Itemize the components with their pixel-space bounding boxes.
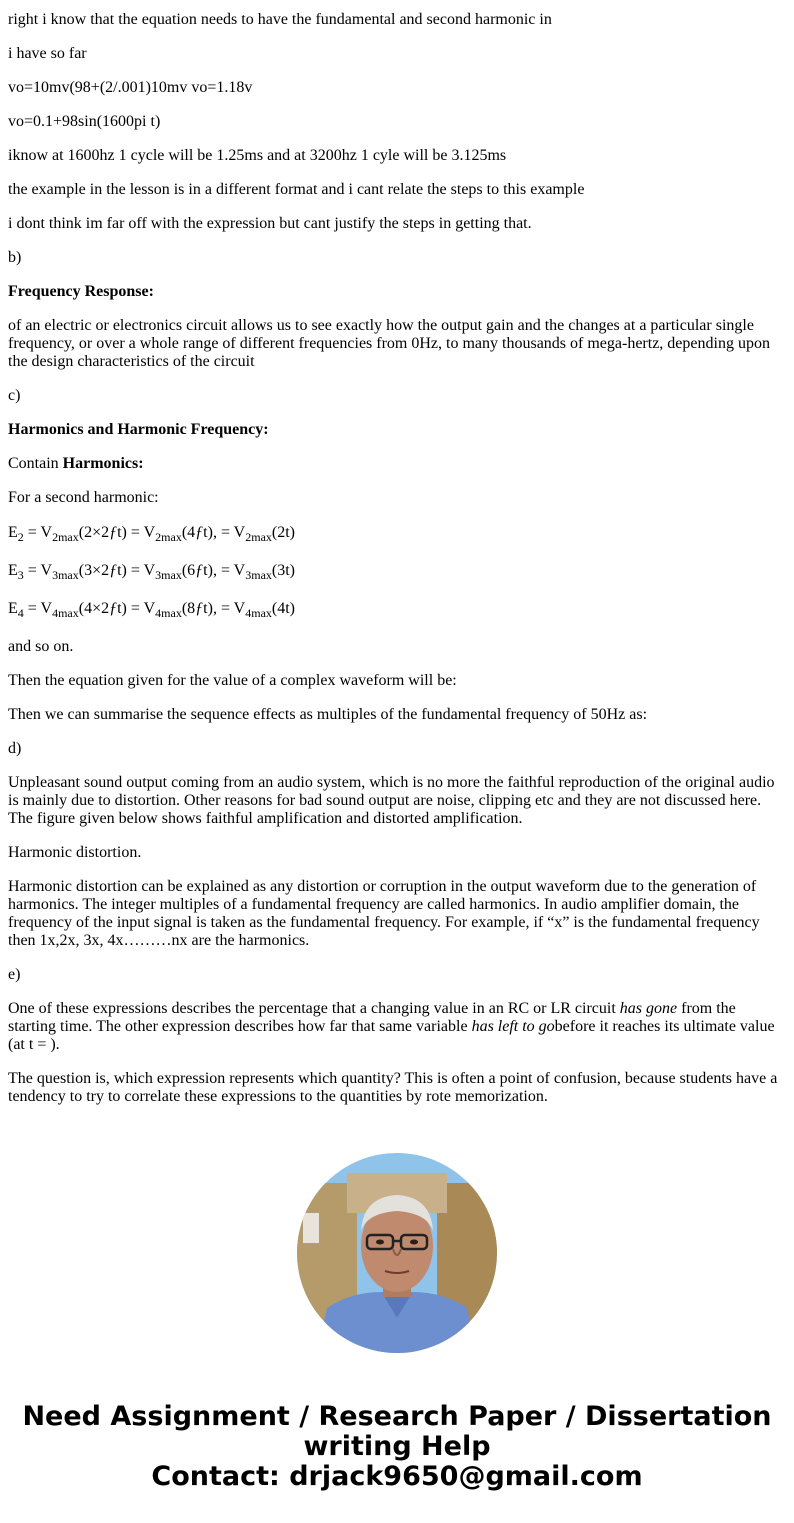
paragraph-and-so-on: and so on. xyxy=(8,638,74,655)
formula-e4: $E_4$ = $V_{4max}(4\times 2ƒt)$ = $V_{4max}(8ƒt)$, = $V_{4max}(4t)$ xyxy=(8,600,296,620)
paragraph-distortion: Unpleasant sound output coming from an audio system, which is no more the faithful reproduction of the original audio is mainly due to distortion. Other reasons for bad sound output are noise, clipping etc and they are not discussed here. The figure given below shows faithful amplification and distorted amplification. xyxy=(8,774,775,827)
paragraph-complex-waveform: Then the equation given for the value of a complex waveform will be: xyxy=(8,672,457,689)
contain-prefix: Contain xyxy=(8,455,63,472)
paragraph-expression: i dont think im far off with the expression but cant justify the steps in getting that. xyxy=(8,215,532,232)
formula-e2: $E_2$ = $V_{2max}(2\times 2ƒt)$ = $V_{2max}(4ƒt)$, = $V_{2max}(2t)$ xyxy=(8,524,296,544)
footer-line-2: writing Help xyxy=(303,1431,491,1462)
paragraph-harmonic-distortion: Harmonic distortion can be explained as any distortion or corruption in the output waveform due to the generation of harmonics. The integer multiples of a fundamental frequency are called harmonics. In audio amplifier domain, the frequency of the input signal is taken as the fundamental frequency. For example, if “x” is the fundamental frequency then 1x,2x, 3x, 4x………nx are the harmonics. xyxy=(8,878,760,949)
paragraph-contain xyxy=(8,455,782,473)
paragraph-question: The question is, which expression represents which quantity? This is often a point of confusion, because students have a tendency to try to correlate these expressions to the quantities by rote memorization. xyxy=(8,1070,778,1105)
paragraph-intro: right i know that the equation needs to have the fundamental and second harmonic in xyxy=(8,11,552,28)
footer-contact: Contact: drjack9650@gmail.com xyxy=(151,1461,643,1492)
heading-harmonics: Harmonics and Harmonic Frequency: xyxy=(8,421,269,438)
section-label-b: b) xyxy=(8,249,22,266)
paragraph-frequency-response: of an electric or electronics circuit allows us to see exactly how the output gain and the changes at a particular single frequency, or over a whole range of different frequencies from 0Hz, to many thousands of mega-hertz, depending upon the design characteristics of the circuit xyxy=(8,317,770,370)
paragraph-cycle: iknow at 1600hz 1 cycle will be 1.25ms and at 3200hz 1 cyle will be 3.125ms xyxy=(8,147,507,164)
footer-banner xyxy=(0,1402,794,1492)
paragraph-vo-1: vo=10mv(98+(2/.001)10mv vo=1.18v xyxy=(8,79,253,96)
heading-frequency-response: Frequency Response: xyxy=(8,283,154,300)
section-label-c: c) xyxy=(8,387,21,404)
paragraph-example: the example in the lesson is in a different format and i cant relate the steps to this example xyxy=(8,181,585,198)
paragraph-harmonic-distortion-title: Harmonic distortion. xyxy=(8,844,142,861)
contain-harmonics: Harmonics: xyxy=(62,455,144,472)
paragraph-rc-lr: One of these expressions describes the percentage that a changing value in an RC or LR circuit has gone from the starting time. The other expression describes how far that same variable has left to gobefore it reaches its ultimate value (at t = ). xyxy=(8,1000,775,1053)
paragraph-so-far: i have so far xyxy=(8,45,87,62)
author-photo xyxy=(297,1153,497,1353)
paragraph-summarise: Then we can summarise the sequence effects as multiples of the fundamental frequency of 50Hz as: xyxy=(8,706,648,723)
paragraph-second-harmonic: For a second harmonic: xyxy=(8,489,159,506)
formula-e3: $E_3$ = $V_{3max}(3\times 2ƒt)$ = $V_{3max}(6ƒt)$, = $V_{3max}(3t)$ xyxy=(8,562,296,582)
paragraph-vo-2: vo=0.1+98sin(1600pi t) xyxy=(8,113,161,130)
section-label-d: d) xyxy=(8,740,22,757)
author-photo-image xyxy=(297,1153,497,1353)
section-label-e: e) xyxy=(8,966,21,983)
footer-line-1: Need Assignment / Research Paper / Dissertation xyxy=(22,1401,772,1432)
